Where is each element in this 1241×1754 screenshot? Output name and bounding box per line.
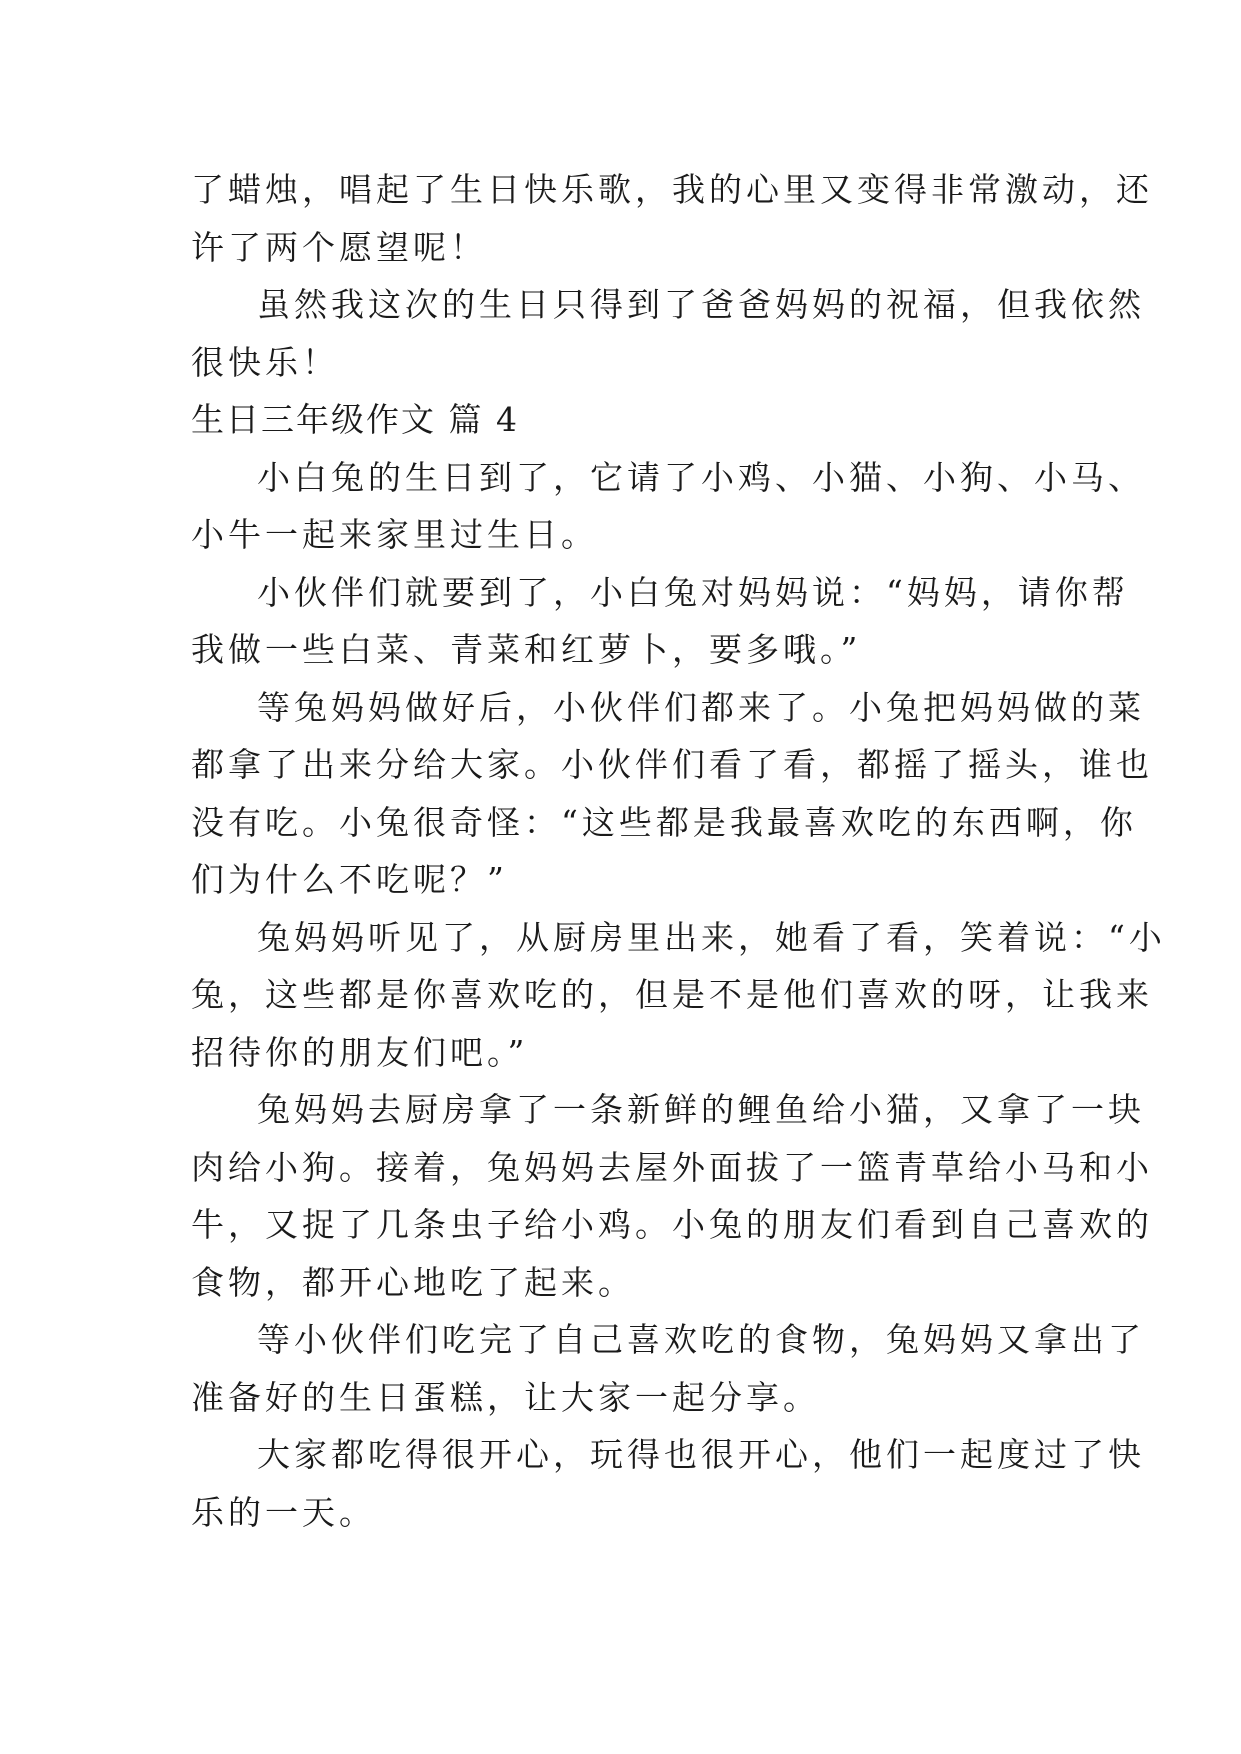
section-heading: 生日三年级作文 篇 4: [191, 400, 519, 439]
text-line: 兔妈妈去厨房拿了一条新鲜的鲤鱼给小猫，又拿了一块: [257, 1090, 1145, 1129]
text-line: 很快乐！: [191, 342, 339, 382]
text-line: 等小伙伴们吃完了自己喜欢吃的食物，兔妈妈又拿出了: [257, 1320, 1145, 1359]
text-line: 准备好的生日蛋糕，让大家一起分享。: [191, 1377, 820, 1417]
text-line: 没有吃。小兔很奇怪：“这些都是我最喜欢吃的东西啊，你: [191, 802, 1137, 842]
text-line: 肉给小狗。接着，兔妈妈去屋外面拔了一篮青草给小马和小: [191, 1147, 1153, 1187]
text-line: 食物，都开心地吃了起来。: [191, 1262, 635, 1302]
text-line: 乐的一天。: [191, 1492, 376, 1532]
text-line: 们为什么不吃呢？”: [191, 860, 508, 899]
text-line: 小牛一起来家里过生日。: [191, 515, 598, 554]
text-line: 小白兔的生日到了，它请了小鸡、小猫、小狗、小马、: [257, 457, 1145, 497]
essay-text: [191, 161, 1166, 1541]
text-line: 我做一些白菜、青菜和红萝卜，要多哦。”: [191, 630, 862, 669]
text-line: 虽然我这次的生日只得到了爸爸妈妈的祝福，但我依然: [257, 285, 1145, 324]
text-line: 许了两个愿望呢！: [191, 227, 487, 267]
text-line: 等兔妈妈做好后，小伙伴们都来了。小兔把妈妈做的菜: [257, 687, 1145, 727]
text-line: 兔妈妈听见了，从厨房里出来，她看了看，笑着说：“小: [257, 917, 1166, 957]
text-line: 大家都吃得很开心，玩得也很开心，他们一起度过了快: [257, 1435, 1145, 1474]
text-line: 了蜡烛，唱起了生日快乐歌，我的心里又变得非常激动，还: [191, 170, 1153, 209]
text-line: 小伙伴们就要到了，小白兔对妈妈说：“妈妈，请你帮: [257, 572, 1129, 612]
text-line: 招待你的朋友们吧。”: [191, 1032, 529, 1072]
text-line: 兔，这些都是你喜欢吃的，但是不是他们喜欢的呀，让我来: [191, 975, 1153, 1014]
text-line: 牛，又捉了几条虫子给小鸡。小兔的朋友们看到自己喜欢的: [191, 1205, 1153, 1244]
text-line: 都拿了出来分给大家。小伙伴们看了看，都摇了摇头，谁也: [191, 745, 1153, 784]
